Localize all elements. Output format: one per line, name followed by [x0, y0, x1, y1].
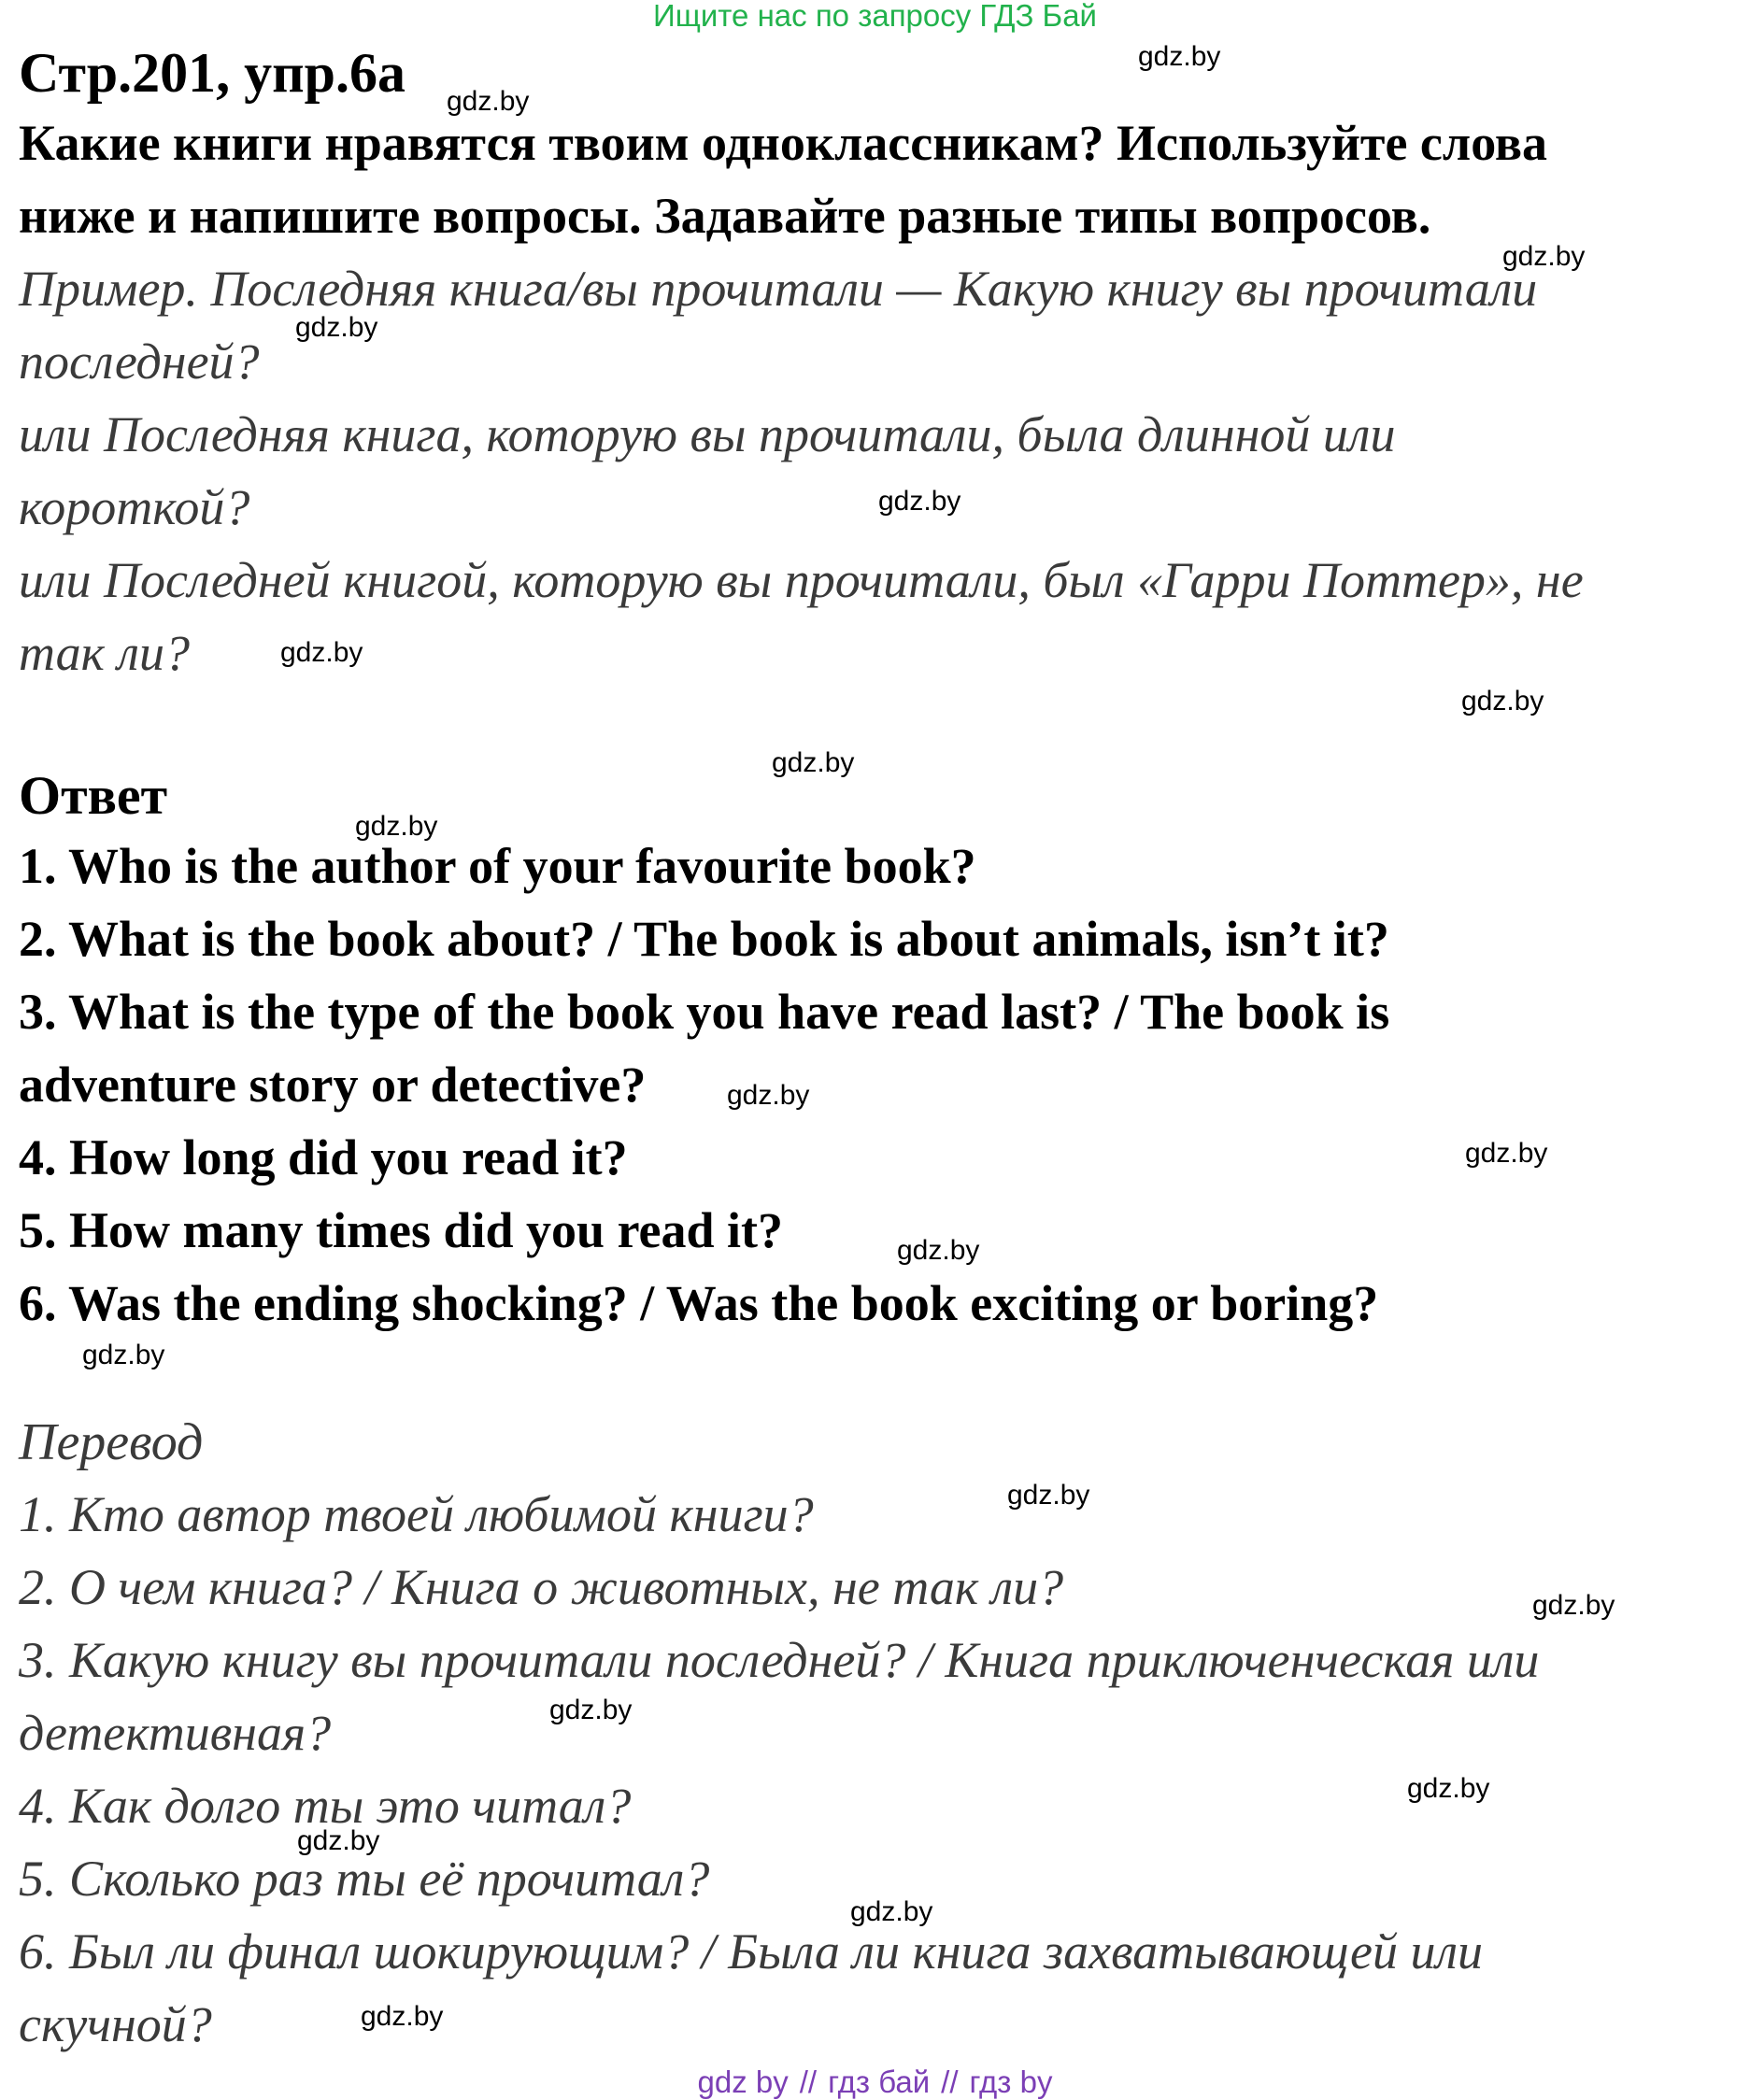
- example-line-1: Пример. Последняя книга/вы прочитали — Какую книгу вы прочитали: [19, 261, 1538, 317]
- watermark: gdz.by: [897, 1235, 980, 1266]
- answer-title: Ответ: [19, 765, 168, 826]
- watermark: gdz.by: [361, 2001, 444, 2032]
- footer-link-gdz-by[interactable]: gdz by: [697, 2065, 789, 2099]
- translation-title: Перевод: [19, 1413, 204, 1471]
- translation-line-4: детективная?: [19, 1705, 332, 1761]
- example-line-6: так ли?: [19, 625, 190, 681]
- watermark: gdz.by: [1465, 1138, 1548, 1169]
- watermark: gdz.by: [772, 747, 855, 778]
- watermark: gdz.by: [280, 637, 363, 668]
- example-line-3: или Последняя книга, которую вы прочитали, была длинной или: [19, 406, 1396, 462]
- task-line-2: ниже и напишите вопросы. Задавайте разные типы вопросов.: [19, 188, 1431, 244]
- watermark: gdz.by: [850, 1896, 933, 1927]
- translation-line-2: 2. О чем книга? / Книга о животных, не так ли?: [19, 1559, 1064, 1615]
- example-line-4: короткой?: [19, 479, 250, 535]
- watermark: gdz.by: [1461, 686, 1544, 717]
- answer-line-3: 3. What is the type of the book you have read last? / The book is: [19, 984, 1390, 1040]
- watermark: gdz.by: [82, 1340, 165, 1370]
- footer-links: [0, 2065, 1750, 2100]
- answer-line-6: 5. How many times did you read it?: [19, 1202, 784, 1258]
- watermark: gdz.by: [1532, 1590, 1615, 1621]
- watermark: gdz.by: [1007, 1480, 1090, 1511]
- page-heading: Стр.201, упр.6а: [19, 42, 406, 104]
- footer-link-gdz-by-cyr[interactable]: гдз by: [969, 2065, 1053, 2099]
- translation-line-5: 4. Как долго ты это читал?: [19, 1778, 632, 1834]
- task-line-1: Какие книги нравятся твоим одноклассникам? Используйте слова: [19, 115, 1548, 171]
- answer-line-1: 1. Who is the author of your favourite book?: [19, 838, 976, 894]
- top-banner[interactable]: Ищите нас по запросу ГДЗ Бай: [653, 0, 1097, 33]
- watermark: gdz.by: [1502, 241, 1586, 272]
- translation-line-6: 5. Сколько раз ты её прочитал?: [19, 1851, 710, 1907]
- translation-line-8: скучной?: [19, 1996, 212, 2052]
- answer-line-7: 6. Was the ending shocking? / Was the book exciting or boring?: [19, 1275, 1379, 1331]
- footer-separator: //: [941, 2065, 959, 2099]
- answer-line-5: 4. How long did you read it?: [19, 1129, 628, 1185]
- watermark: gdz.by: [295, 312, 378, 343]
- answer-line-2: 2. What is the book about? / The book is about animals, isn’t it?: [19, 911, 1389, 967]
- watermark: gdz.by: [1138, 41, 1221, 72]
- watermark: gdz.by: [549, 1695, 633, 1725]
- translation-line-3: 3. Какую книгу вы прочитали последней? / Книга приключенческая или: [19, 1632, 1540, 1688]
- watermark: gdz.by: [447, 86, 530, 117]
- watermark: gdz.by: [727, 1080, 810, 1111]
- watermark: gdz.by: [355, 811, 438, 842]
- example-line-5: или Последней книгой, которую вы прочитали, был «Гарри Поттер», не: [19, 552, 1584, 608]
- translation-line-7: 6. Был ли финал шокирующим? / Была ли книга захватывающей или: [19, 1923, 1484, 1979]
- answer-line-4: adventure story or detective?: [19, 1057, 647, 1113]
- watermark: gdz.by: [878, 486, 961, 517]
- watermark: gdz.by: [1407, 1773, 1490, 1804]
- watermark: gdz.by: [297, 1825, 380, 1856]
- example-line-2: последней?: [19, 333, 260, 390]
- translation-line-1: 1. Кто автор твоей любимой книги?: [19, 1486, 814, 1542]
- footer-link-gdz-bai[interactable]: гдз бай: [828, 2065, 931, 2099]
- footer-separator: //: [799, 2065, 818, 2099]
